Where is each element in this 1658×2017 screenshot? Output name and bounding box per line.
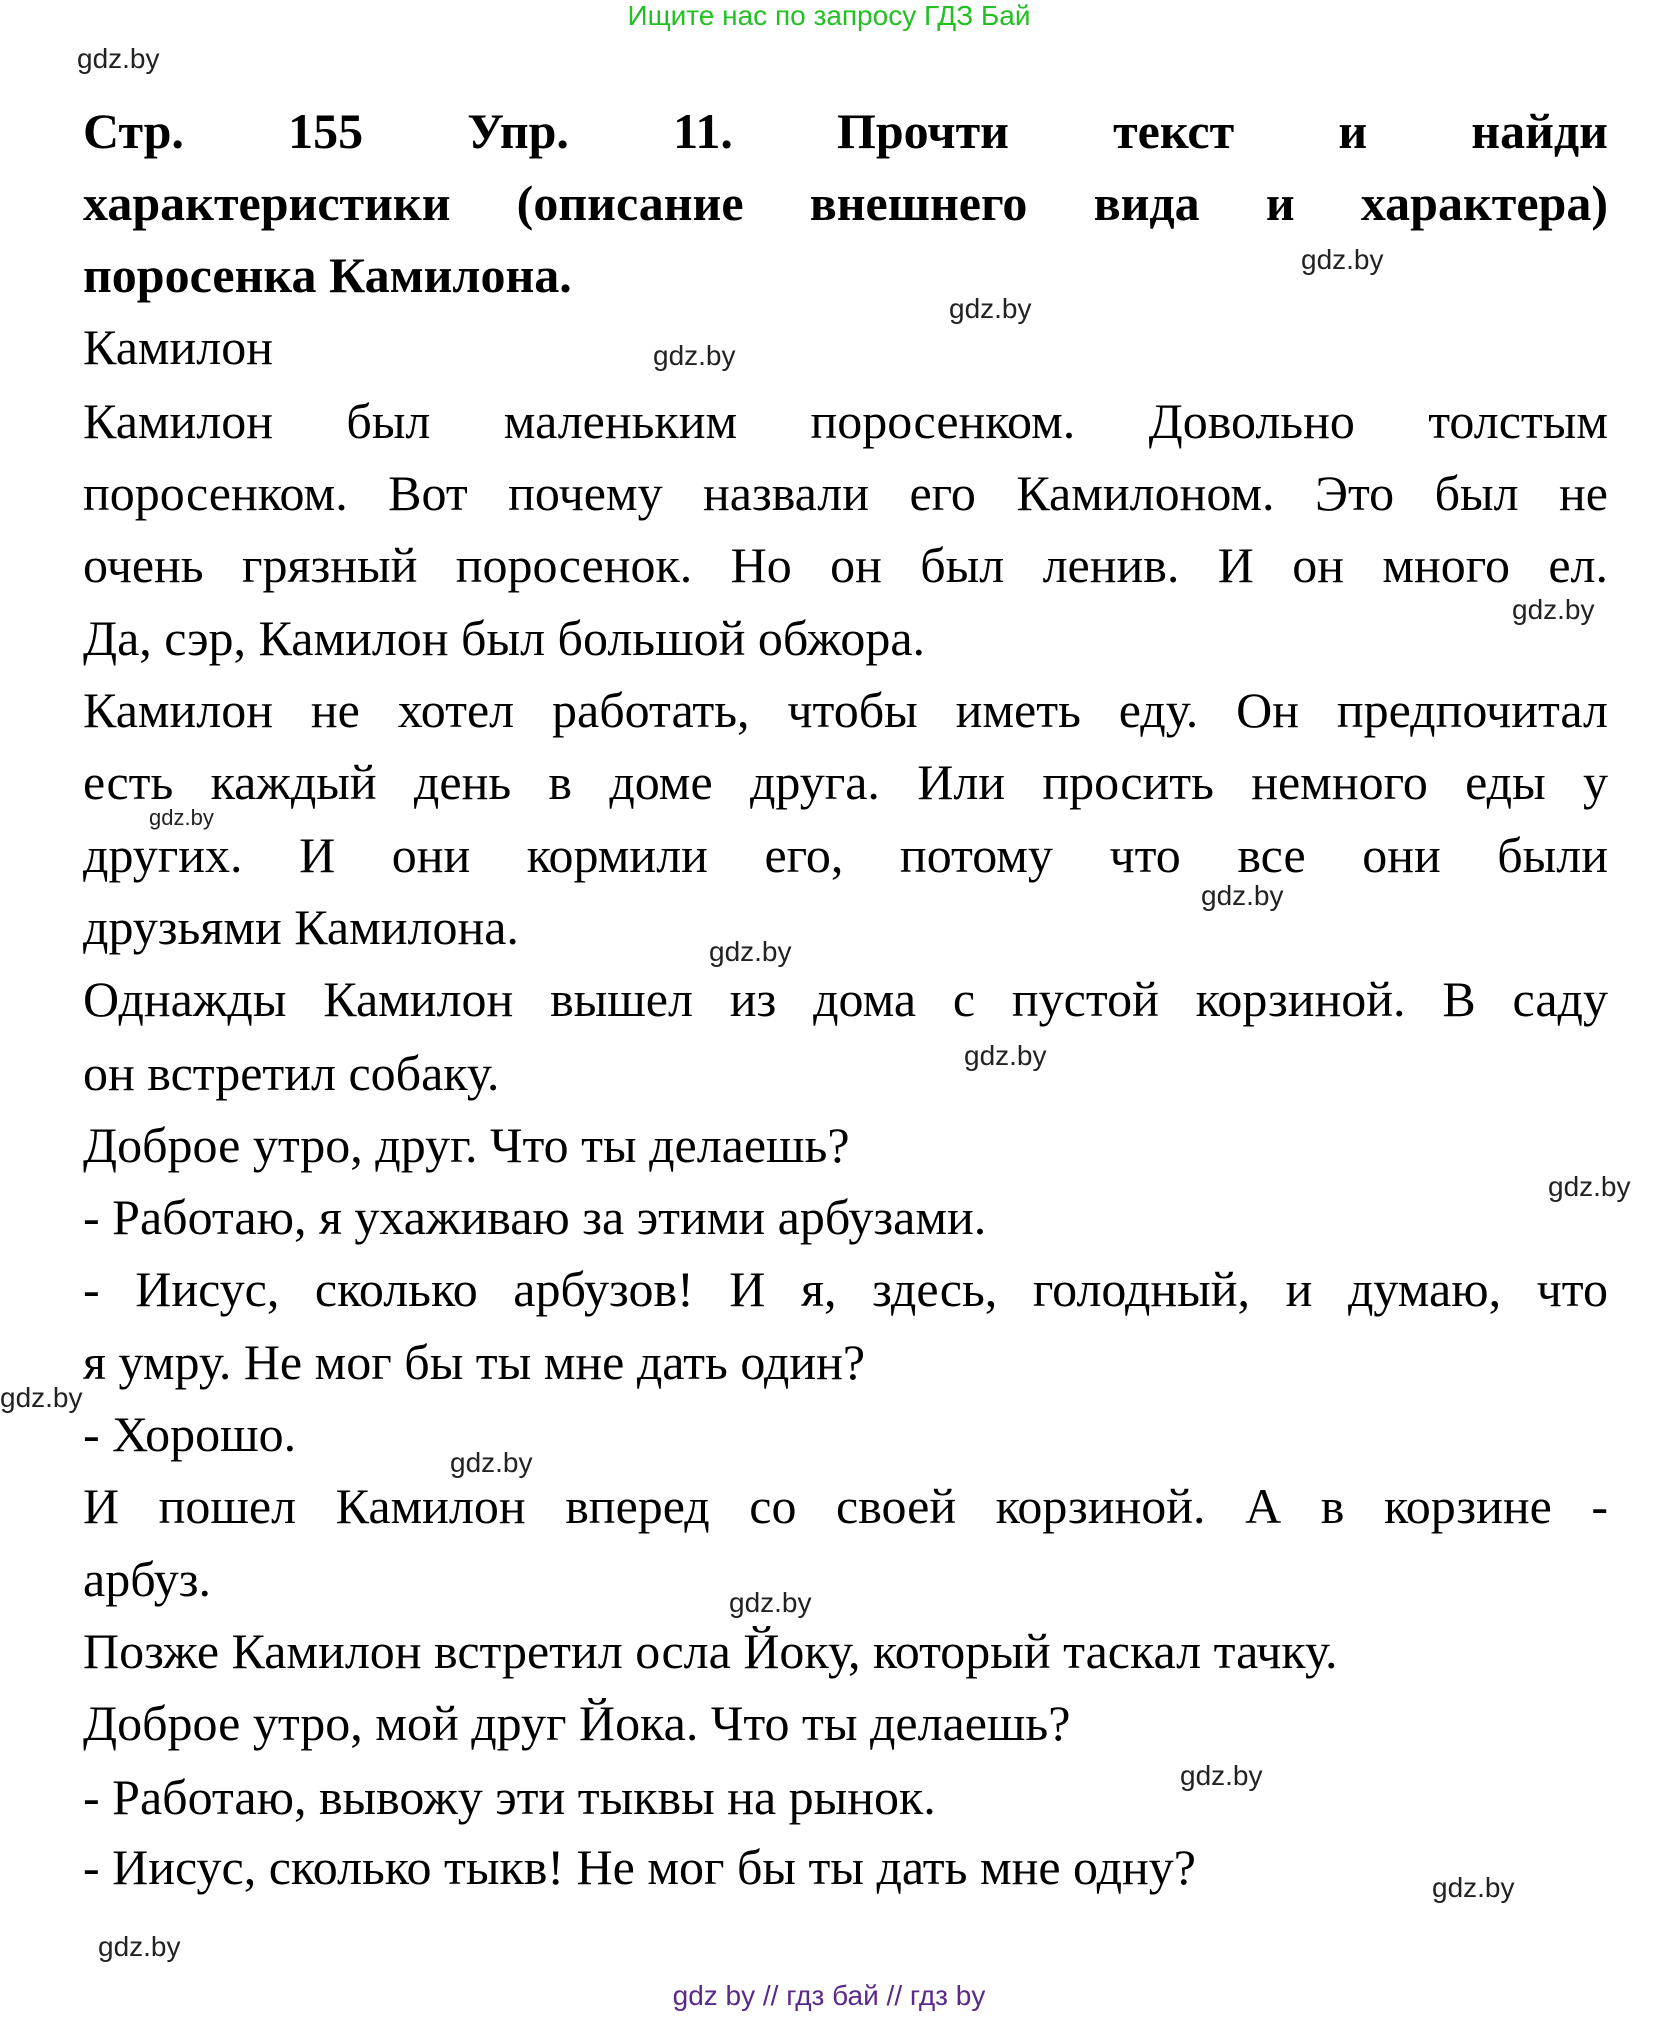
watermark: gdz.by (1301, 244, 1384, 275)
watermark: gdz.by (0, 1382, 83, 1413)
watermark: gdz.by (149, 805, 214, 830)
text-line: очень грязный поросенок. Но он был ленив. И он много ел. (83, 537, 1608, 593)
footer-links[interactable]: gdz by // гдз бай // гдз by (672, 1980, 986, 2011)
watermark: gdz.by (1548, 1171, 1631, 1202)
watermark: gdz.by (77, 43, 160, 74)
text-line: Позже Камилон встретил осла Йоку, который таскал тачку. (83, 1623, 1338, 1679)
text-line: - Иисус, сколько арбузов! И я, здесь, голодный, и думаю, что (83, 1261, 1608, 1317)
watermark: gdz.by (1180, 1760, 1263, 1791)
text-line: И пошел Камилон вперед со своей корзиной. А в корзине - (83, 1478, 1608, 1534)
watermark: gdz.by (1201, 880, 1284, 911)
text-line: друзьями Камилона. (83, 899, 519, 955)
watermark: gdz.by (450, 1447, 533, 1478)
watermark: gdz.by (98, 1931, 181, 1962)
text-line: - Работаю, я ухаживаю за этими арбузами. (83, 1189, 987, 1245)
text-line: - Работаю, вывожу эти тыквы на рынок. (83, 1769, 936, 1825)
heading-line: поросенка Камилона. (83, 247, 572, 303)
heading-line: Стр. 155 Упр. 11. Прочти текст и найди (83, 103, 1608, 159)
watermark: gdz.by (653, 340, 736, 371)
text-line: Камилон (83, 319, 273, 375)
text-line: Однажды Камилон вышел из дома с пустой корзиной. В саду (83, 971, 1608, 1027)
text-line: арбуз. (83, 1551, 211, 1607)
text-line: - Иисус, сколько тыкв! Не мог бы ты дать мне одну? (83, 1839, 1196, 1895)
text-line: поросенком. Вот почему назвали его Камилоном. Это был не (83, 465, 1608, 521)
text-line: Камилон не хотел работать, чтобы иметь еду. Он предпочитал (83, 682, 1608, 738)
text-line: Камилон был маленьким поросенком. Довольно толстым (83, 393, 1608, 449)
watermark: gdz.by (1432, 1872, 1515, 1903)
text-line: Доброе утро, мой друг Йока. Что ты делаешь? (83, 1695, 1071, 1751)
watermark: gdz.by (949, 293, 1032, 324)
text-line: я умру. Не мог бы ты мне дать один? (83, 1334, 866, 1390)
heading-line: характеристики (описание внешнего вида и характера) (83, 175, 1608, 231)
text-line: - Хорошо. (83, 1406, 297, 1462)
watermark: gdz.by (1512, 594, 1595, 625)
watermark: gdz.by (729, 1587, 812, 1618)
text-line: других. И они кормили его, потому что все они были (83, 827, 1608, 883)
text-line: Да, сэр, Камилон был большой обжора. (83, 610, 926, 666)
text-line: Доброе утро, друг. Что ты делаешь? (83, 1117, 850, 1173)
watermark: gdz.by (964, 1040, 1047, 1071)
top-banner: Ищите нас по запросу ГДЗ Бай (627, 0, 1031, 31)
text-line: он встретил собаку. (83, 1045, 500, 1101)
text-line: есть каждый день в доме друга. Или просить немного еды у (83, 754, 1608, 810)
watermark: gdz.by (709, 936, 792, 967)
